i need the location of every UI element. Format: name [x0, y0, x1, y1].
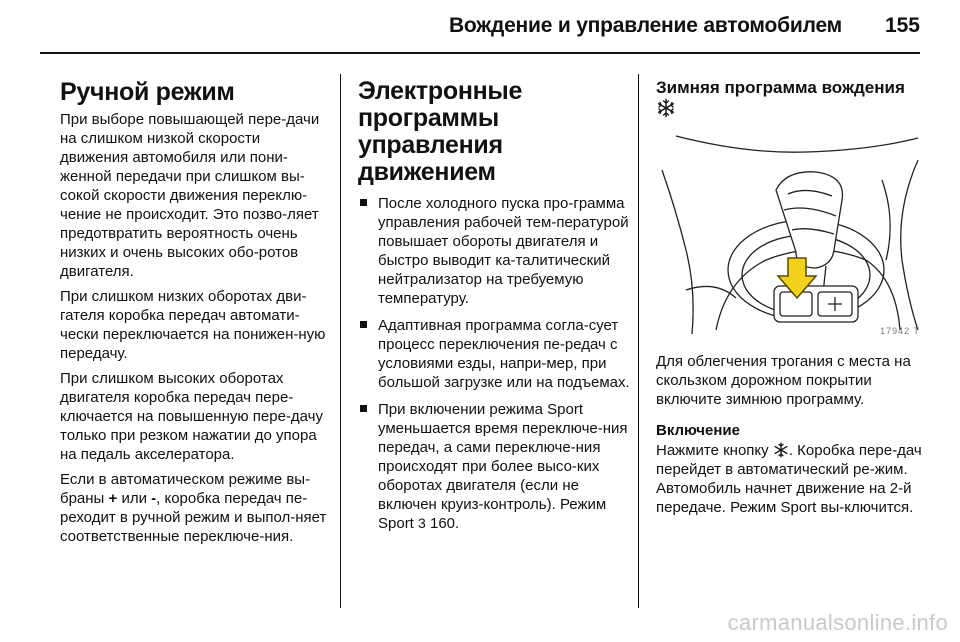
bullet-square-icon — [360, 405, 367, 412]
paragraph: При выборе повышающей пере-дачи на слишком низкой скорости движения автомобиля или пони-женной передачи при слишком вы-сокой скорости движения переклю-чение не происходит. Это позво-ляет предотвратить вероятность очень низких и очень высоких обо-ротов двигателя. — [60, 111, 320, 280]
section-title-winter-program — [656, 78, 924, 120]
column-electronic-programs — [358, 78, 630, 541]
page-number: 155 — [884, 14, 920, 37]
text-run: или — [117, 490, 152, 507]
page-header — [0, 0, 960, 52]
list-item — [358, 316, 630, 392]
list-item-text: При включении режима Sport уменьшается время переключе-ния передач, а сами переключе-ния происходят при более высо-ких оборотах двигателя (если не включен круиз-контроль). Режим Sport — [378, 401, 628, 532]
running-header-title: Вождение и управление автомобилем — [448, 14, 842, 37]
minus-symbol: - — [151, 490, 157, 507]
text-run: . Коробка пере-дач перейдет в автоматический ре-жим. Автомобиль начнет движение на 2-й передаче. Режим Sport вы-ключится. — [656, 442, 922, 516]
snowflake-icon — [656, 98, 676, 118]
page-reference-arrow-icon: 3 — [418, 515, 426, 531]
page-reference-text: 160. — [425, 515, 460, 532]
paragraph — [656, 441, 924, 517]
paragraph: При слишком высоких оборотах двигателя коробка передач пере-ключается на повышенную пере-дачу только при резком нажатии до упора на педаль акселератора. — [60, 370, 323, 463]
text-run: Если в автоматическом режиме вы-браны — [60, 471, 311, 507]
section-title-manual-mode: Ручной режим — [60, 78, 235, 106]
text-run: Нажмите кнопку — [656, 442, 773, 459]
bullet-list — [358, 194, 630, 533]
bullet-square-icon — [360, 321, 367, 328]
paragraph: При слишком низких оборотах дви-гателя коробка передач автомати-чески переключается на понижен-ную передачу. — [60, 288, 326, 362]
watermark-text: carmanualsonline.info — [727, 610, 948, 635]
list-item — [358, 194, 630, 308]
section-title-text: Зимняя программа вождения — [656, 78, 905, 97]
illustration-code: 17942 T — [880, 326, 920, 336]
list-item-text: Адаптивная программа согла-сует процесс переключения пе-редач с условиями езды, напри-мер, при большой загрузке или на подъемах. — [378, 317, 630, 391]
list-item-text: После холодного пуска про-грамма управления рабочей тем-пературой повышает обороты двигателя и быстро выводит ка-талитический нейтрализатор на требуемую температуру. — [378, 195, 629, 307]
paragraph: Для облегчения трогания с места на скользком дорожном покрытии включите зимнюю программу. — [656, 353, 911, 408]
gear-selector-illustration — [656, 130, 924, 340]
column-divider-2 — [638, 74, 639, 608]
column-manual-mode — [60, 78, 332, 552]
header-rule — [40, 52, 920, 54]
section-title-electronic-programs: Электронные программы управления движением — [358, 77, 523, 186]
plus-symbol: + — [108, 490, 118, 507]
text-run: , коробка передач пе-реходит в ручной режим и выпол-няет соответственные переключе-ния. — [60, 490, 327, 545]
snowflake-button-icon — [773, 442, 789, 458]
column-divider-1 — [340, 74, 341, 608]
bullet-square-icon — [360, 199, 367, 206]
column-winter-program — [656, 78, 924, 523]
paragraph — [60, 470, 332, 546]
list-item — [358, 400, 630, 533]
subsection-title-activation: Включение — [656, 422, 740, 439]
gear-lever-drawing — [656, 130, 924, 340]
